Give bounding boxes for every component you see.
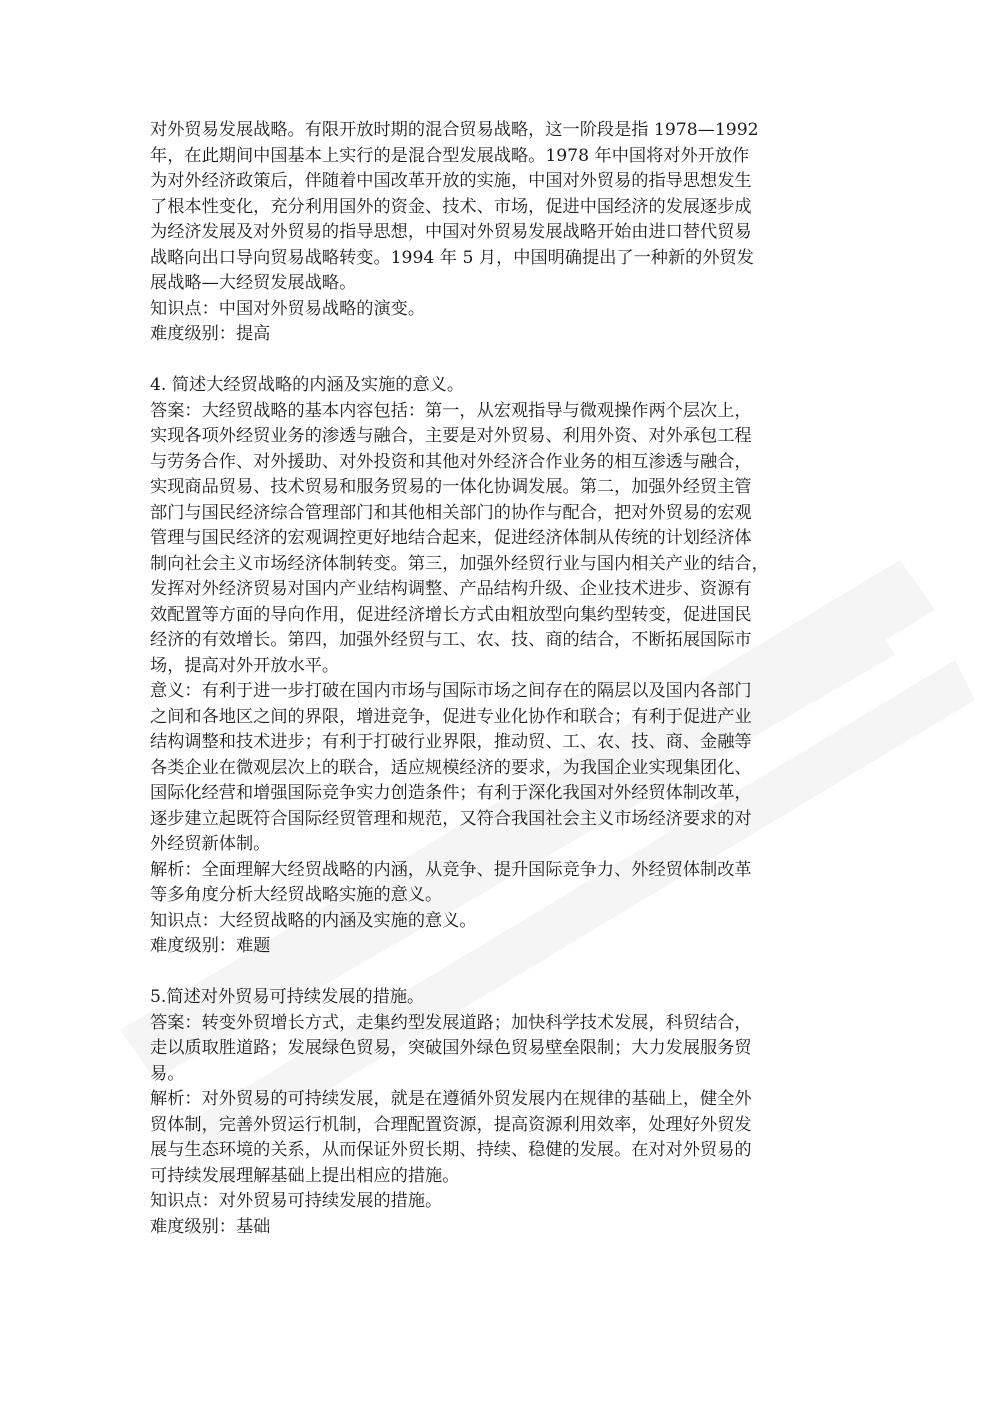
text-line: 知识点：大经贸战略的内涵及实施的意义。	[150, 910, 477, 931]
text-line: 实现商品贸易、技术贸易和服务贸易的一体化协调发展。第二，加强外经贸主管	[150, 477, 752, 497]
text-line: 场，提高对外开放水平。	[150, 655, 340, 676]
text-line: 外经贸新体制。	[150, 834, 271, 854]
text-line: 国际化经营和增强国际竞争实力创造条件；有利于深化我国对外经贸体制改革，	[150, 783, 752, 803]
text-line: 知识点：对外贸易可持续发展的措施。	[150, 1191, 443, 1211]
text-line: 意义：有利于进一步打破在国内市场与国际市场之间存在的隔层以及国内各部门	[150, 681, 752, 701]
text-line: 难度级别：提高	[150, 324, 271, 344]
paragraph	[150, 118, 844, 297]
text-line: 解析：全面理解大经贸战略的内涵，从竞争、提升国际竞争力、外经贸体制改革	[150, 859, 752, 880]
text-line: 之间和各地区之间的界限，增进竞争，促进专业化协作和联合；有利于促进产业	[150, 706, 752, 727]
paragraph	[150, 1011, 844, 1088]
text-line: 展战略—大经贸发展战略。	[150, 273, 357, 293]
text-line: 走以质取胜道路；发展绿色贸易，突破国外绿色贸易壁垒限制；大力发展服务贸	[150, 1038, 752, 1058]
text-line: 制向社会主义市场经济体制转变。第三，加强外经贸行业与国内相关产业的结合，	[150, 553, 769, 574]
text-line: 效配置等方面的导向作用，促进经济增长方式由粗放型向集约型转变，促进国民	[150, 604, 752, 625]
text-line: 对外贸易发展战略。有限开放时期的混合贸易战略，这一阶段是指 1978—1992	[150, 120, 759, 140]
text-line: 部门与国民经济综合管理部门和其他相关部门的协作与配合，把对外贸易的宏观	[150, 502, 752, 523]
text-line: 解析：对外贸易的可持续发展，就是在遵循外贸发展内在规律的基础上，健全外	[150, 1089, 752, 1109]
paragraph	[150, 1189, 844, 1215]
paragraph	[150, 985, 844, 1011]
paragraph	[150, 297, 844, 323]
text-line: 经济的有效增长。第四，加强外经贸与工、农、技、商的结合，不断拓展国际市	[150, 630, 752, 650]
paragraph-gap	[150, 960, 844, 986]
text-line: 为经济发展及对外贸易的指导思想，中国对外贸易发展战略开始由进口替代贸易	[150, 222, 752, 242]
text-line: 结构调整和技术进步；有利于打破行业界限，推动贸、工、农、技、商、金融等	[150, 732, 752, 752]
paragraph	[150, 934, 844, 960]
paragraph	[150, 1087, 844, 1189]
paragraph	[150, 679, 844, 858]
paragraph	[150, 858, 844, 909]
text-line: 知识点：中国对外贸易战略的演变。	[150, 298, 426, 319]
paragraph	[150, 373, 844, 399]
paragraph	[150, 399, 844, 680]
paragraph	[150, 322, 844, 348]
paragraph	[150, 909, 844, 935]
document-body	[150, 118, 844, 1240]
text-line: 可持续发展理解基础上提出相应的措施。	[150, 1165, 460, 1186]
text-line: 实现各项外经贸业务的渗透与融合，主要是对外贸易、利用外资、对外承包工程	[150, 426, 752, 446]
text-line: 贸体制，完善外贸运行机制，合理配置资源，提高资源利用效率，处理好外贸发	[150, 1114, 752, 1135]
text-line: 为对外经济政策后，伴随着中国改革开放的实施，中国对外贸易的指导思想发生	[150, 171, 752, 191]
text-line: 各类企业在微观层次上的联合，适应规模经济的要求，为我国企业实现集团化、	[150, 757, 752, 778]
text-line: 展与生态环境的关系，从而保证外贸长期、持续、稳健的发展。在对对外贸易的	[150, 1140, 752, 1160]
text-line: 难度级别：难题	[150, 936, 271, 956]
text-line: 答案：大经贸战略的基本内容包括：第一，从宏观指导与微观操作两个层次上，	[150, 400, 752, 421]
text-line: 了根本性变化，充分利用国外的资金、技术、市场，促进中国经济的发展逐步成	[150, 196, 752, 217]
text-line: 逐步建立起既符合国际经贸管理和规范，又符合我国社会主义市场经济要求的对	[150, 808, 752, 829]
text-line: 难度级别：基础	[150, 1216, 271, 1237]
paragraph-gap	[150, 348, 844, 374]
text-line: 答案：转变外贸增长方式，走集约型发展道路；加快科学技术发展，科贸结合，	[150, 1012, 752, 1033]
text-line: 年，在此期间中国基本上实行的是混合型发展战略。1978 年中国将对外开放作	[150, 145, 750, 166]
text-line: 4. 简述大经贸战略的内涵及实施的意义。	[150, 375, 465, 395]
text-line: 等多角度分析大经贸战略实施的意义。	[150, 885, 443, 905]
paragraph	[150, 1215, 844, 1241]
text-line: 5.简述对外贸易可持续发展的措施。	[150, 987, 425, 1007]
text-line: 与劳务合作、对外援助、对外投资和其他对外经济合作业务的相互渗透与融合，	[150, 451, 752, 472]
text-line: 管理与国民经济的宏观调控更好地结合起来，促进经济体制从传统的计划经济体	[150, 528, 752, 548]
text-line: 战略向出口导向贸易战略转变。1994 年 5 月，中国明确提出了一种新的外贸发	[150, 247, 754, 268]
text-line: 发挥对外经济贸易对国内产业结构调整、产品结构升级、企业技术进步、资源有	[150, 579, 752, 599]
text-line: 易。	[150, 1063, 185, 1084]
